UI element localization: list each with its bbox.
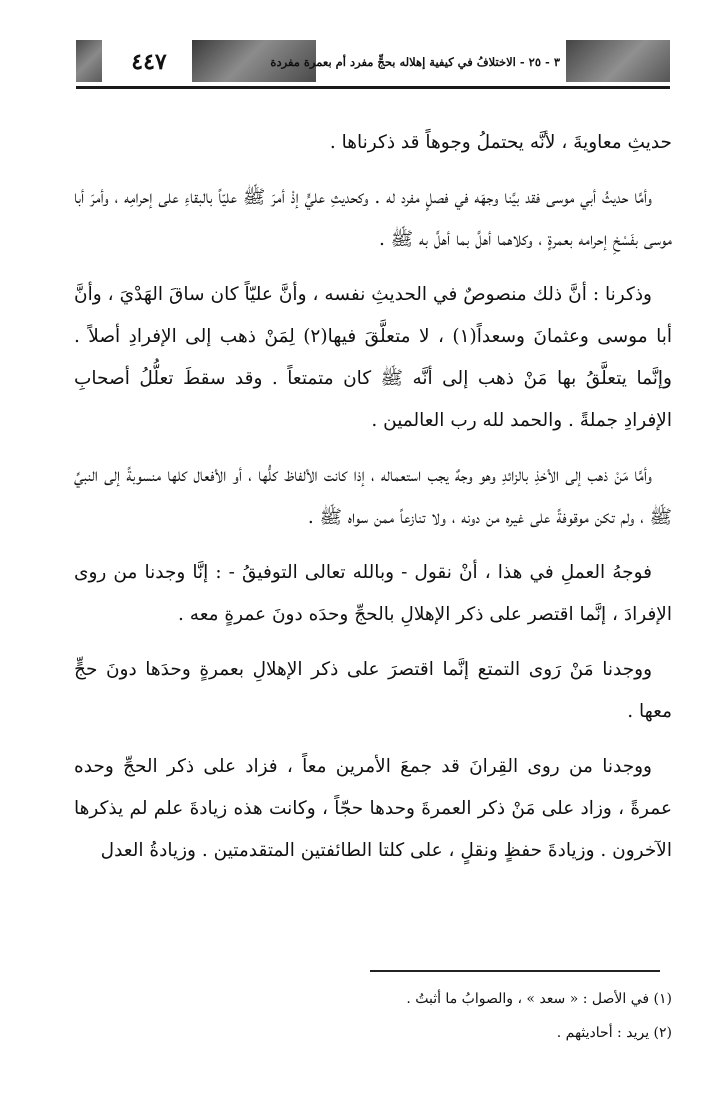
main-text (74, 122, 672, 885)
paragraph: وأمَّا مَنْ ذهب إلى الأخذِ بالزائدِ وهو وجهٌ يجب استعماله ، إذا كانت الألفاظ كلُّها ، أو الأفعال كلها منسوبةً إلى النبيِّ ﷺ ، ولم تكن موقوفةً على غيره من دونه ، ولا تنازعاً ممن سواه ﷺ . (74, 465, 672, 528)
paragraph: فوجهُ العملِ في هذا ، أنْ نقول - وبالله تعالى التوفيقُ - : إنَّا وجدنا من روى الإفرادَ ، إنَّما اقتصر على ذكر الإهلالِ بالحجِّ وحدَه دونَ عمرةٍ معه . (74, 562, 672, 625)
page-number: ٤٤٧ (131, 49, 167, 75)
paragraph: وأمَّا حديثُ أبي موسى فقد بيَّنا وجهَه في فصلٍ مفرد له . وكحديثِ عليٍّ إذْ أمرَ ﷺ عليّاً بالبقاءِ على إحرامِه ، وأمرَ أبا موسى بفَسْخِ إحرامه بعمرةٍ ، وكلاهما أهلَّ بما أهلَّ به ﷺ . (74, 187, 672, 250)
header-gray-block-right (566, 40, 670, 82)
paragraph: وذكرنا : أنَّ ذلك منصوصٌ في الحديثِ نفسه ، وأنَّ عليّاً كان ساقَ الهَدْيَ ، وأنَّ أبا موسى وعثمانَ وسعداً(١) ، لا متعلَّقَ فيها(٢) لِمَنْ ذهب إلى الإفرادِ أصلاً . وإنَّما يتعلَّقُ بها مَنْ ذهب إلى أنَّه ﷺ كان متمتعاً . وقد سقطَ تعلُّلُ أصحابِ الإفرادِ جملةً . والحمد لله رب العالمين . (74, 284, 672, 431)
page-header (76, 40, 670, 89)
footnote-divider (370, 970, 660, 972)
footnote: (١) في الأصل : « سعد » ، والصوابُ ما أثبتُ . (406, 991, 672, 1007)
chapter-title: ٣ - ٢٥ - الاختلافُ في كيفية إهلاله بحجٍّ مفرد أم بعمرة مفردة (270, 55, 560, 69)
footnotes (74, 982, 672, 1050)
paragraph: حديثِ معاويةَ ، لأنَّه يحتملُ وجوهاً قد ذكرناها . (329, 132, 672, 153)
paragraph: ووجدنا من روى القِرانَ قد جمعَ الأمرين معاً ، فزاد على ذكر الحجِّ وحده عمرةً ، وزاد على مَنْ ذكر العمرةَ وحدها حجّاً ، وكانت هذه زيادةَ علم لم يذكرها الآخرون . وزيادةَ حفظٍ ونقلٍ ، على كلتا الطائفتين المتقدمتين . وزيادةُ العدل (74, 756, 672, 861)
footnote: (٢) يريد : أحاديثهم . (556, 1025, 672, 1041)
header-gray-block-left (76, 40, 102, 82)
paragraph: ووجدنا مَنْ رَوى التمتع إنَّما اقتصرَ على ذكر الإهلالِ بعمرةٍ وحدَها دونَ حجٍّ معها . (74, 659, 672, 722)
